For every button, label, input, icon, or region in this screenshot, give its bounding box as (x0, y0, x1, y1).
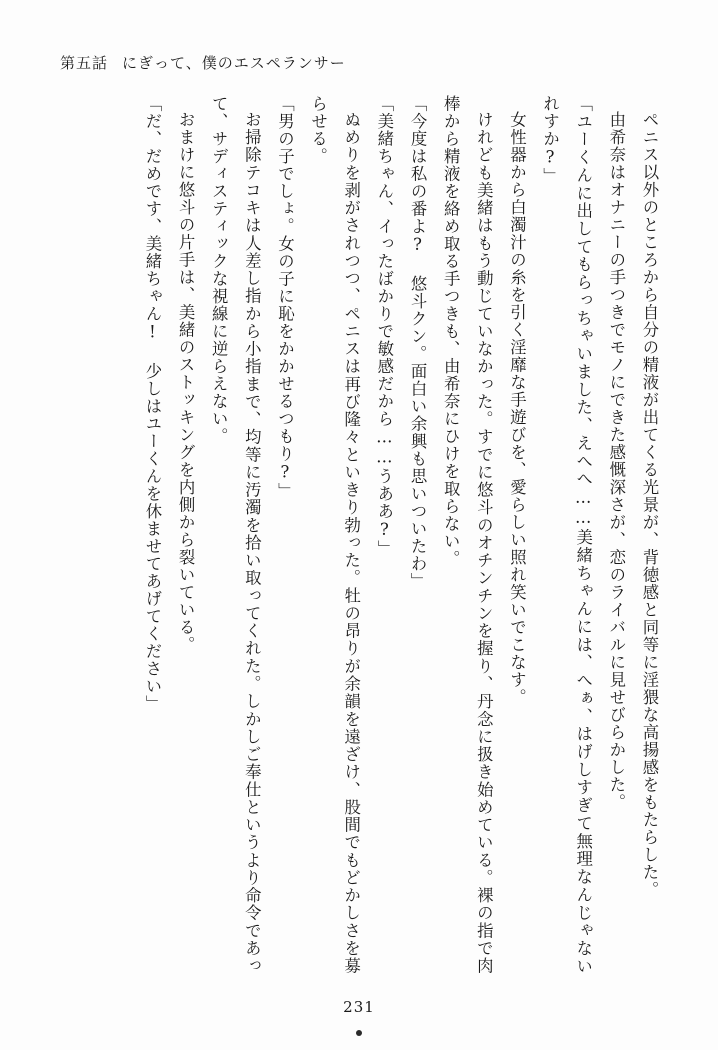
paragraph: 「ユーくんに出してもらっちゃいました、えへへ……美緒ちゃんには、へぁ、はげしすぎて無理なんじゃないれすか?」 (540, 95, 593, 975)
paragraph: 「男の子でしょ。女の子に恥をかかせるつもり?」 (275, 95, 295, 501)
paragraph: おまけに悠斗の片手は、美緒のストッキングを内側から裂いている。 (176, 111, 196, 654)
page-number: 231 (343, 998, 375, 1016)
page-body (60, 95, 666, 975)
paragraph: 女性器から白濁汁の糸を引く淫靡な手遊びを、愛らしい照れ笑いでこなす。 (507, 111, 527, 707)
paragraph: 「だ、だめです、美緒ちゃん! 少しはユーくんを休ませてあげてください」 (142, 95, 162, 713)
paragraph: 「美緒ちゃん、イったばかりで敏感だから……うああ?」 (374, 95, 394, 558)
running-head (60, 52, 670, 73)
paragraph: けれども美緒はもう動じていなかった。すでに悠斗のオチンチンを握り、丹念に扱き始めている。裸の指で肉棒から精液を絡め取る手つきも、由希奈にひけを取らない。 (441, 95, 494, 975)
paragraph: ペニス以外のところから自分の精液が出てくる光景が、背徳感と同等に淫猥な高揚感をもたらした。 (640, 111, 659, 899)
paragraph: 「今度は私の番よ? 悠斗クン。面白い余興も思いついたわ」 (408, 95, 428, 591)
paragraph: ぬめりを剥がされつつ、ペニスは再び隆々といきり勃った。牡の昂りが余韻を遠ざけ、股間でもどかしさを募らせる。 (308, 95, 361, 975)
paragraph: お掃除テコキは人差し指から小指まで、均等に汚濁を拾い取ってくれた。しかしご奉仕というより命令であって、サディスティックな視線に逆らえない。 (209, 95, 262, 975)
paragraph: 由希奈はオナニーの手つきでモノにできた感慨深さが、恋のライバルに見せびらかした。 (606, 111, 626, 812)
binding-mark (356, 1030, 362, 1036)
chapter-title: にぎって、僕のエスペランサー (122, 54, 346, 72)
chapter-number: 第五話 (60, 54, 109, 72)
